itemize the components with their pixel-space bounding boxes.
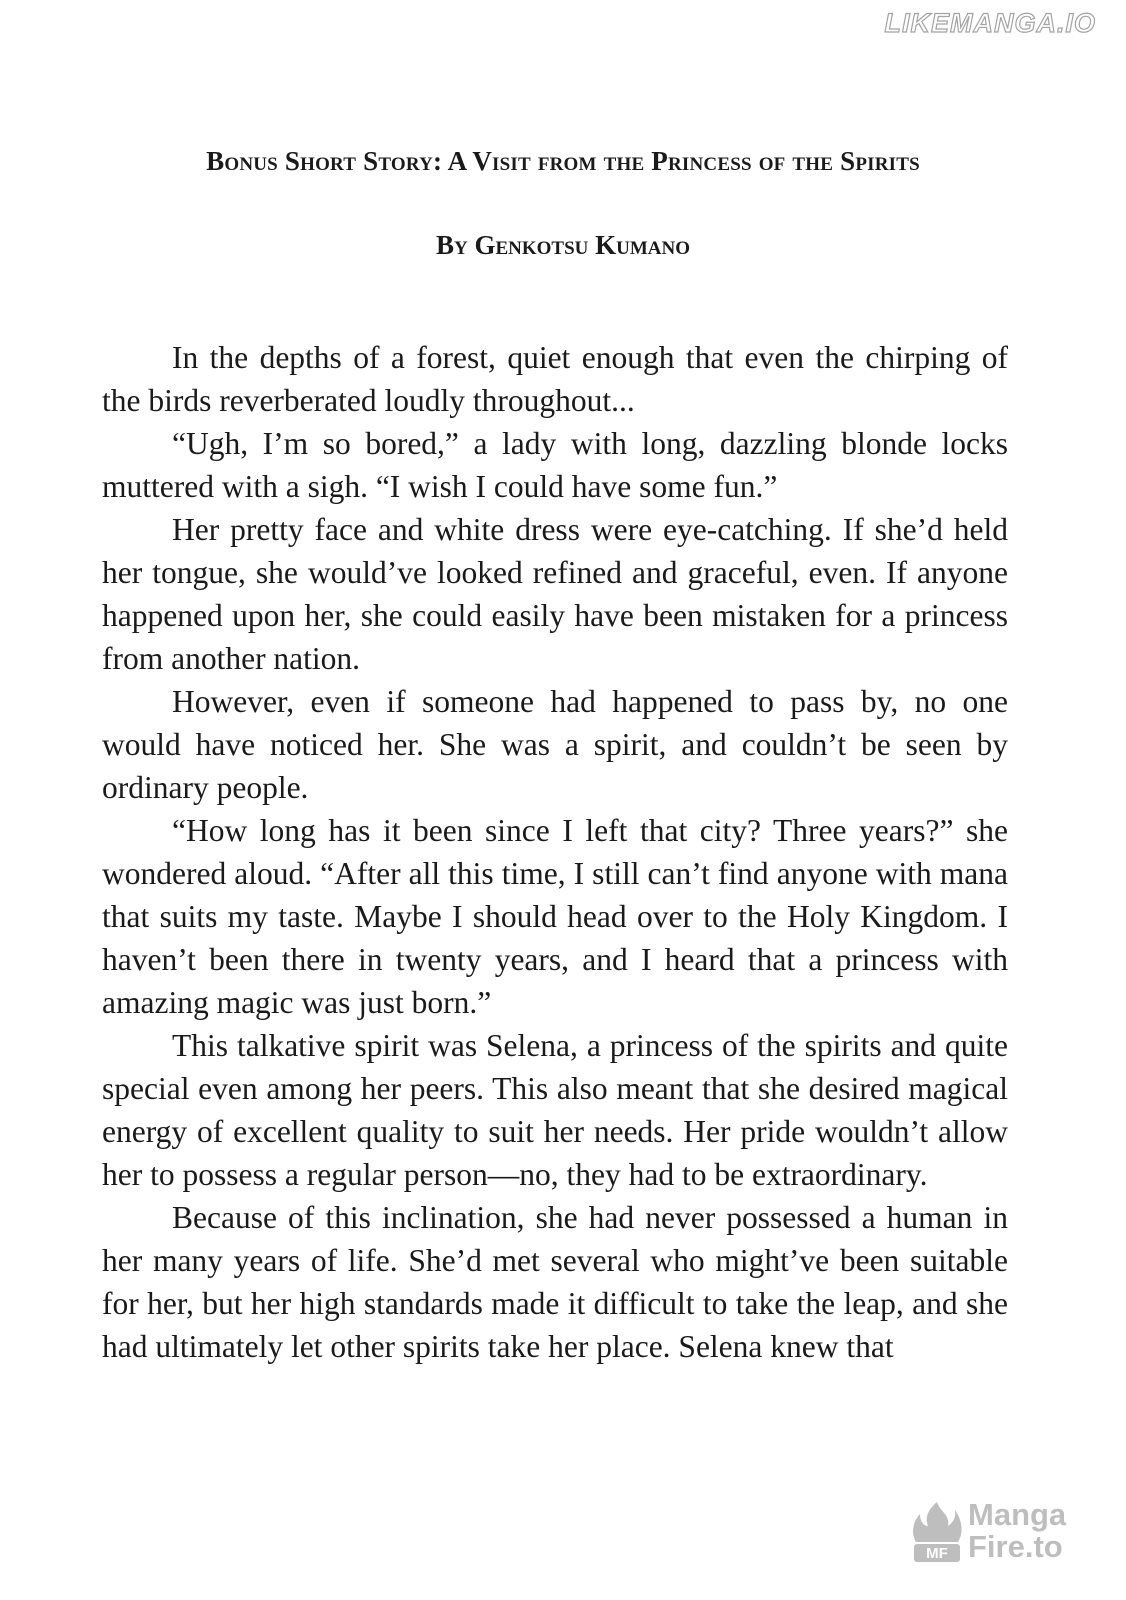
site-watermark: LIKEMANGA.IO bbox=[884, 8, 1096, 38]
logo-text-fire: Fire.to bbox=[968, 1529, 1063, 1564]
paragraph: Because of this inclination, she had never possessed a human in her many years of life. She’d met several who might’ve been suitable for her, but her high standards made it difficult to take the leap, and she had ultimately let other spirits take her place. Selena knew that bbox=[102, 1200, 1008, 1364]
svg-text:MF: MF bbox=[926, 1545, 948, 1562]
paragraph: “Ugh, I’m so bored,” a lady with long, dazzling blonde locks muttered with a sigh. “I wish I could have some fun.” bbox=[102, 426, 1008, 504]
story-title: Bonus Short Story: A Visit from the Princess of the Spirits bbox=[206, 146, 920, 176]
paragraph: Her pretty face and white dress were eye-catching. If she’d held her tongue, she would’ve looked refined and graceful, even. If anyone happened upon her, she could easily have been mistaken for a princess from another nation. bbox=[102, 512, 1008, 676]
paragraph: However, even if someone had happened to pass by, no one would have noticed her. She was a spirit, and couldn’t be seen by ordinary people. bbox=[102, 684, 1008, 805]
story-author: By Genkotsu Kumano bbox=[435, 230, 691, 260]
story-body bbox=[102, 336, 1008, 1368]
mangafire-logo bbox=[910, 1492, 1080, 1570]
paragraph: This talkative spirit was Selena, a princess of the spirits and quite special even among her peers. This also meant that she desired magical energy of excellent quality to suit her needs. Her pride wouldn’t allow her to possess a regular person—no, they had to be extraordinary. bbox=[102, 1028, 1008, 1192]
paragraph: In the depths of a forest, quiet enough that even the chirping of the birds reverberated loudly throughout... bbox=[102, 340, 1008, 418]
paragraph: “How long has it been since I left that city? Three years?” she wondered aloud. “After all this time, I still can’t find anyone with mana that suits my taste. Maybe I should head over to the Holy Kingdom. I haven’t been there in twenty years, and I heard that a princess with amazing magic was just born.” bbox=[102, 813, 1008, 1020]
logo-text-manga: Manga bbox=[968, 1497, 1067, 1532]
flame-mf-icon bbox=[910, 1500, 964, 1564]
